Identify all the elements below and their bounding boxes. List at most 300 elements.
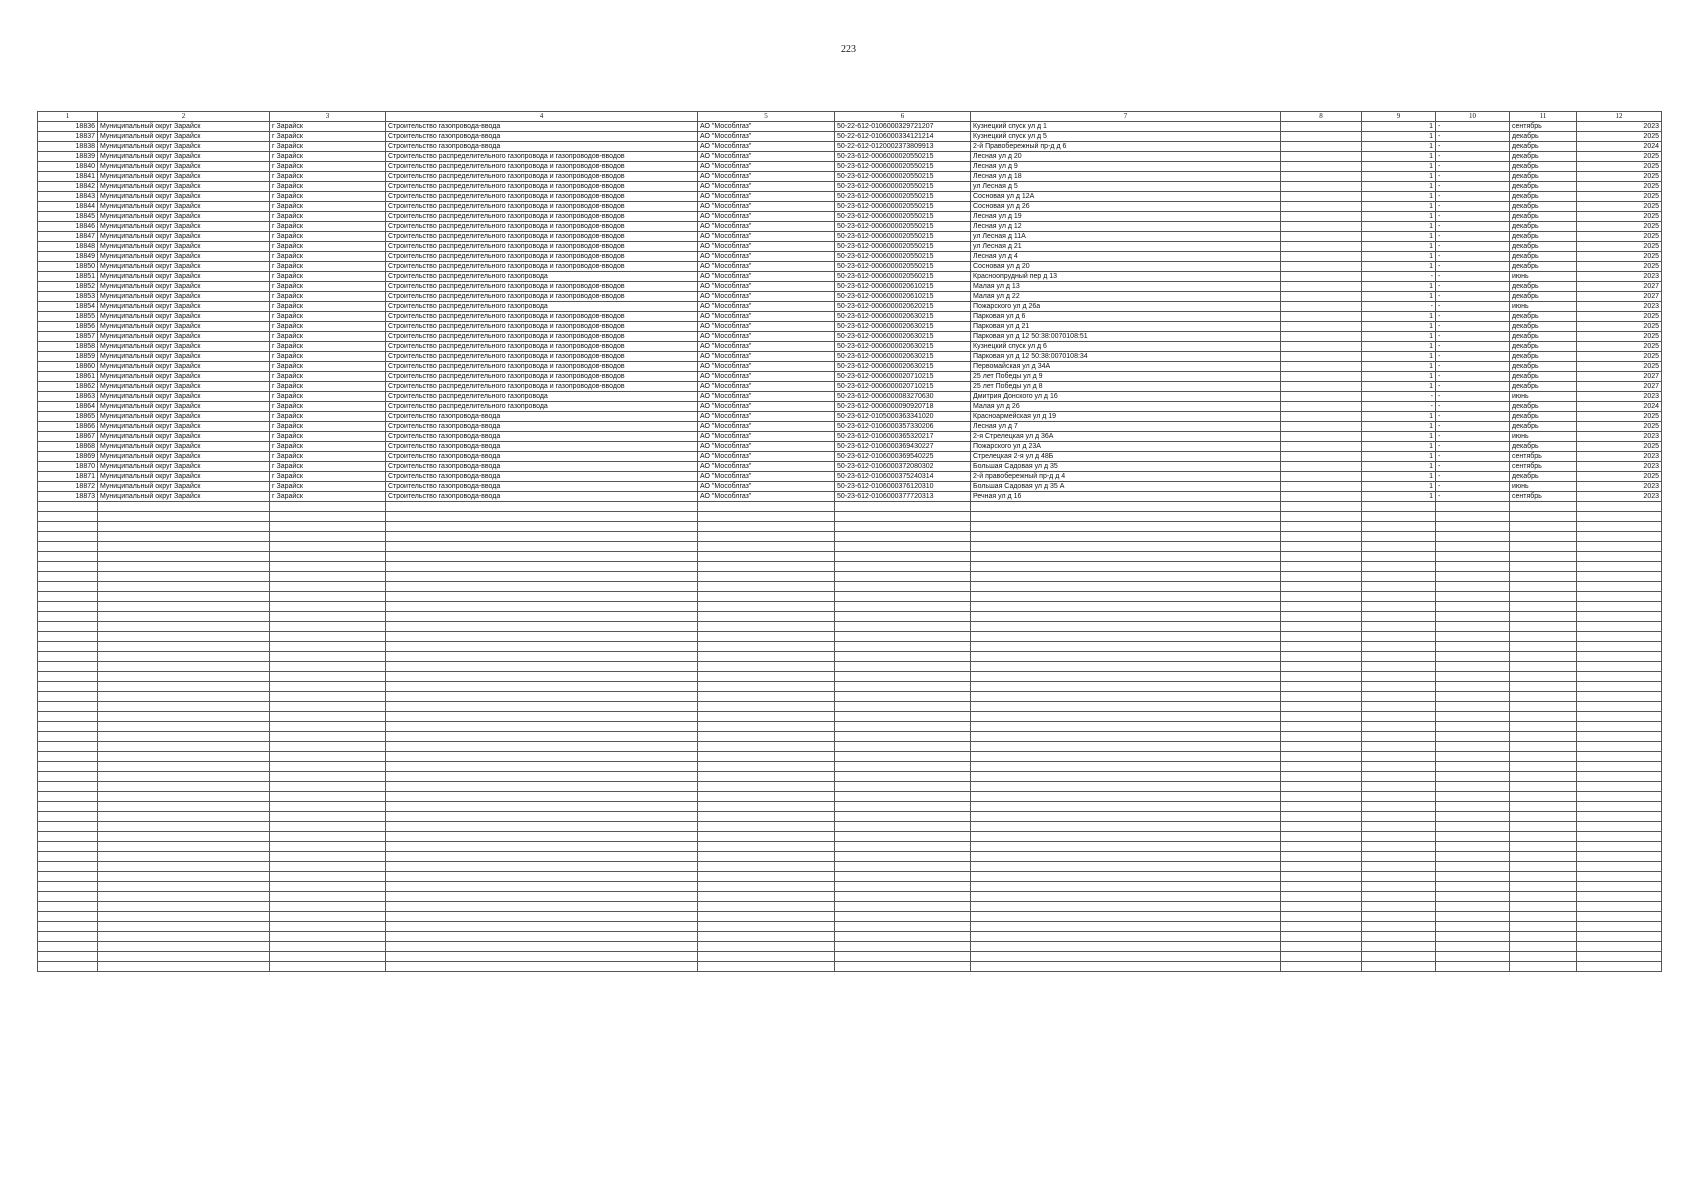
col-8-cell (1281, 272, 1362, 282)
locality-cell (270, 792, 386, 802)
col-10-cell (1436, 942, 1510, 952)
col-9-cell: 1 (1362, 212, 1436, 222)
address-cell (971, 872, 1281, 882)
year-cell (1577, 942, 1662, 952)
organization-cell: АО "Мособлгаз" (698, 162, 835, 172)
table-row-untranscribed (38, 562, 1662, 572)
address-cell (971, 612, 1281, 622)
municipality-cell (98, 702, 270, 712)
organization-cell (698, 712, 835, 722)
col-9-cell (1362, 762, 1436, 772)
work-type-cell (386, 652, 698, 662)
table-row-untranscribed (38, 932, 1662, 942)
object-code-cell (835, 522, 971, 532)
col-8-cell (1281, 512, 1362, 522)
organization-cell: АО "Мособлгаз" (698, 452, 835, 462)
year-cell: 2025 (1577, 222, 1662, 232)
month-cell: сентябрь (1510, 462, 1577, 472)
row-number-cell (38, 672, 98, 682)
address-cell (971, 652, 1281, 662)
organization-cell: АО "Мособлгаз" (698, 332, 835, 342)
col-8-cell (1281, 772, 1362, 782)
work-type-cell (386, 612, 698, 622)
address-cell: Первомайская ул д 34А (971, 362, 1281, 372)
table-row-untranscribed (38, 842, 1662, 852)
locality-cell: г Зарайск (270, 392, 386, 402)
object-code-cell (835, 512, 971, 522)
work-type-cell (386, 922, 698, 932)
year-cell (1577, 842, 1662, 852)
table-row (38, 152, 1662, 162)
object-code-cell (835, 632, 971, 642)
address-cell: 2-й Правобережный пр-д д 6 (971, 142, 1281, 152)
object-code-cell (835, 762, 971, 772)
work-type-cell: Строительство распределительного газопровода и газопроводов-вводов (386, 202, 698, 212)
col-10-cell: - (1436, 302, 1510, 312)
row-number-cell: 18850 (38, 262, 98, 272)
col-9-cell (1362, 552, 1436, 562)
work-type-cell: Строительство распределительного газопровода и газопроводов-вводов (386, 332, 698, 342)
row-number-cell (38, 802, 98, 812)
object-code-cell: 50-23-612-0006000020630215 (835, 312, 971, 322)
year-cell (1577, 862, 1662, 872)
municipality-cell: Муниципальный округ Зарайск (98, 362, 270, 372)
col-9-cell (1362, 912, 1436, 922)
month-cell (1510, 542, 1577, 552)
row-number-cell (38, 872, 98, 882)
col-9-cell: 1 (1362, 142, 1436, 152)
col-10-cell: - (1436, 482, 1510, 492)
row-number-cell: 18868 (38, 442, 98, 452)
table-row (38, 312, 1662, 322)
organization-cell (698, 732, 835, 742)
work-type-cell (386, 712, 698, 722)
month-cell (1510, 932, 1577, 942)
year-cell (1577, 802, 1662, 812)
municipality-cell: Муниципальный округ Зарайск (98, 372, 270, 382)
col-8-cell (1281, 822, 1362, 832)
year-cell: 2025 (1577, 212, 1662, 222)
month-cell: декабрь (1510, 382, 1577, 392)
month-cell (1510, 752, 1577, 762)
col-8-cell (1281, 902, 1362, 912)
month-cell (1510, 722, 1577, 732)
col-9-cell (1362, 822, 1436, 832)
col-9-cell: 1 (1362, 162, 1436, 172)
year-cell (1577, 582, 1662, 592)
address-cell (971, 852, 1281, 862)
object-code-cell (835, 682, 971, 692)
month-cell (1510, 582, 1577, 592)
col-8-cell (1281, 572, 1362, 582)
object-code-cell: 50-23-612-0006000020630215 (835, 342, 971, 352)
col-9-cell (1362, 752, 1436, 762)
address-cell: Малая ул д 13 (971, 282, 1281, 292)
col-9-cell (1362, 662, 1436, 672)
municipality-cell (98, 952, 270, 962)
object-code-cell: 50-22-612-0120002373809913 (835, 142, 971, 152)
year-cell (1577, 872, 1662, 882)
year-cell (1577, 612, 1662, 622)
organization-cell (698, 562, 835, 572)
row-number-cell: 18872 (38, 482, 98, 492)
municipality-cell (98, 932, 270, 942)
municipality-cell (98, 682, 270, 692)
row-number-cell (38, 662, 98, 672)
address-cell (971, 742, 1281, 752)
object-code-cell (835, 592, 971, 602)
year-cell: 2025 (1577, 262, 1662, 272)
address-cell: 25 лет Победы ул д 9 (971, 372, 1281, 382)
object-code-cell (835, 922, 971, 932)
table-row-untranscribed (38, 902, 1662, 912)
year-cell (1577, 782, 1662, 792)
table-row (38, 202, 1662, 212)
col-10-cell (1436, 592, 1510, 602)
month-cell (1510, 742, 1577, 752)
address-cell: Красноармейская ул д 19 (971, 412, 1281, 422)
organization-cell (698, 952, 835, 962)
address-cell: ул Лесная д 11А (971, 232, 1281, 242)
column-header: 8 (1281, 112, 1362, 122)
col-8-cell (1281, 682, 1362, 692)
municipality-cell (98, 832, 270, 842)
work-type-cell: Строительство распределительного газопровода (386, 302, 698, 312)
column-header: 1 (38, 112, 98, 122)
table-row-untranscribed (38, 632, 1662, 642)
col-8-cell (1281, 532, 1362, 542)
locality-cell (270, 672, 386, 682)
col-10-cell (1436, 822, 1510, 832)
work-type-cell: Строительство газопровода-ввода (386, 482, 698, 492)
row-number-cell: 18859 (38, 352, 98, 362)
organization-cell: АО "Мособлгаз" (698, 232, 835, 242)
locality-cell: г Зарайск (270, 222, 386, 232)
col-10-cell (1436, 892, 1510, 902)
organization-cell (698, 772, 835, 782)
col-10-cell: - (1436, 332, 1510, 342)
table-row-untranscribed (38, 812, 1662, 822)
work-type-cell (386, 742, 698, 752)
col-9-cell (1362, 902, 1436, 912)
table-row (38, 402, 1662, 412)
locality-cell (270, 702, 386, 712)
work-type-cell: Строительство газопровода-ввода (386, 462, 698, 472)
work-type-cell (386, 542, 698, 552)
work-type-cell (386, 822, 698, 832)
month-cell (1510, 762, 1577, 772)
work-type-cell (386, 802, 698, 812)
address-cell (971, 522, 1281, 532)
municipality-cell (98, 892, 270, 902)
object-code-cell: 50-23-612-0006000090920718 (835, 402, 971, 412)
object-code-cell (835, 692, 971, 702)
locality-cell (270, 602, 386, 612)
municipality-cell (98, 502, 270, 512)
table-row (38, 492, 1662, 502)
table-row (38, 302, 1662, 312)
table-row-untranscribed (38, 642, 1662, 652)
table-row (38, 342, 1662, 352)
year-cell: 2023 (1577, 272, 1662, 282)
municipality-cell (98, 922, 270, 932)
row-number-cell (38, 812, 98, 822)
locality-cell: г Зарайск (270, 192, 386, 202)
municipality-cell (98, 652, 270, 662)
organization-cell: АО "Мособлгаз" (698, 132, 835, 142)
work-type-cell (386, 562, 698, 572)
col-9-cell: 1 (1362, 242, 1436, 252)
locality-cell (270, 832, 386, 842)
row-number-cell (38, 512, 98, 522)
object-code-cell: 50-23-612-0006000020630215 (835, 332, 971, 342)
organization-cell (698, 532, 835, 542)
col-10-cell: - (1436, 402, 1510, 412)
table-body (38, 122, 1662, 972)
col-9-cell: 1 (1362, 442, 1436, 452)
organization-cell (698, 912, 835, 922)
address-cell (971, 962, 1281, 972)
row-number-cell: 18838 (38, 142, 98, 152)
row-number-cell (38, 962, 98, 972)
municipality-cell (98, 862, 270, 872)
col-9-cell: 1 (1362, 312, 1436, 322)
col-8-cell (1281, 242, 1362, 252)
object-code-cell (835, 842, 971, 852)
address-cell (971, 712, 1281, 722)
locality-cell (270, 892, 386, 902)
organization-cell (698, 522, 835, 532)
locality-cell: г Зарайск (270, 132, 386, 142)
year-cell: 2025 (1577, 332, 1662, 342)
address-cell (971, 512, 1281, 522)
locality-cell: г Зарайск (270, 422, 386, 432)
object-code-cell (835, 702, 971, 712)
table-row-untranscribed (38, 522, 1662, 532)
col-10-cell: - (1436, 232, 1510, 242)
col-9-cell: 1 (1362, 492, 1436, 502)
col-9-cell (1362, 582, 1436, 592)
municipality-cell: Муниципальный округ Зарайск (98, 212, 270, 222)
col-8-cell (1281, 862, 1362, 872)
locality-cell: г Зарайск (270, 382, 386, 392)
table-row-untranscribed (38, 732, 1662, 742)
month-cell: декабрь (1510, 192, 1577, 202)
address-cell (971, 662, 1281, 672)
col-8-cell (1281, 202, 1362, 212)
locality-cell (270, 932, 386, 942)
municipality-cell: Муниципальный округ Зарайск (98, 222, 270, 232)
locality-cell (270, 772, 386, 782)
organization-cell (698, 602, 835, 612)
address-cell: Красноопрудный пер д 13 (971, 272, 1281, 282)
address-cell: Большая Садовая ул д 35 А (971, 482, 1281, 492)
table-row-untranscribed (38, 882, 1662, 892)
municipality-cell (98, 732, 270, 742)
organization-cell (698, 672, 835, 682)
month-cell: декабрь (1510, 332, 1577, 342)
municipality-cell: Муниципальный округ Зарайск (98, 122, 270, 132)
organization-cell (698, 782, 835, 792)
row-number-cell: 18857 (38, 332, 98, 342)
col-8-cell (1281, 122, 1362, 132)
col-8-cell (1281, 722, 1362, 732)
month-cell (1510, 552, 1577, 562)
row-number-cell (38, 502, 98, 512)
locality-cell: г Зарайск (270, 212, 386, 222)
col-8-cell (1281, 262, 1362, 272)
year-cell: 2023 (1577, 302, 1662, 312)
year-cell (1577, 742, 1662, 752)
municipality-cell (98, 662, 270, 672)
object-code-cell (835, 732, 971, 742)
organization-cell (698, 802, 835, 812)
col-9-cell: 1 (1362, 262, 1436, 272)
year-cell: 2025 (1577, 362, 1662, 372)
work-type-cell (386, 902, 698, 912)
locality-cell (270, 502, 386, 512)
col-8-cell (1281, 462, 1362, 472)
year-cell (1577, 692, 1662, 702)
col-8-cell (1281, 582, 1362, 592)
row-number-cell: 18845 (38, 212, 98, 222)
work-type-cell: Строительство распределительного газопровода и газопроводов-вводов (386, 312, 698, 322)
organization-cell (698, 592, 835, 602)
month-cell (1510, 842, 1577, 852)
table-row-untranscribed (38, 652, 1662, 662)
work-type-cell (386, 592, 698, 602)
work-type-cell (386, 672, 698, 682)
object-code-cell (835, 852, 971, 862)
address-cell: Парковая ул д 6 (971, 312, 1281, 322)
year-cell: 2025 (1577, 132, 1662, 142)
address-cell (971, 902, 1281, 912)
col-8-cell (1281, 782, 1362, 792)
col-9-cell (1362, 692, 1436, 702)
object-code-cell: 50-23-612-0006000020550215 (835, 202, 971, 212)
address-cell (971, 922, 1281, 932)
col-8-cell (1281, 892, 1362, 902)
month-cell (1510, 682, 1577, 692)
col-8-cell (1281, 352, 1362, 362)
month-cell: июнь (1510, 392, 1577, 402)
col-10-cell: - (1436, 432, 1510, 442)
address-cell (971, 602, 1281, 612)
col-10-cell (1436, 812, 1510, 822)
table-row-untranscribed (38, 942, 1662, 952)
table-row (38, 182, 1662, 192)
col-10-cell (1436, 612, 1510, 622)
col-9-cell: 1 (1362, 482, 1436, 492)
col-10-cell: - (1436, 142, 1510, 152)
year-cell (1577, 572, 1662, 582)
work-type-cell: Строительство распределительного газопровода и газопроводов-вводов (386, 222, 698, 232)
table-row (38, 282, 1662, 292)
year-cell (1577, 882, 1662, 892)
col-9-cell (1362, 592, 1436, 602)
address-cell (971, 842, 1281, 852)
col-9-cell (1362, 882, 1436, 892)
month-cell (1510, 902, 1577, 912)
month-cell (1510, 702, 1577, 712)
municipality-cell: Муниципальный округ Зарайск (98, 192, 270, 202)
col-9-cell: 1 (1362, 222, 1436, 232)
col-10-cell: - (1436, 472, 1510, 482)
address-cell: Лесная ул д 12 (971, 222, 1281, 232)
col-8-cell (1281, 312, 1362, 322)
col-8-cell (1281, 762, 1362, 772)
year-cell (1577, 832, 1662, 842)
col-9-cell: 1 (1362, 232, 1436, 242)
organization-cell (698, 832, 835, 842)
year-cell: 2025 (1577, 322, 1662, 332)
organization-cell: АО "Мособлгаз" (698, 392, 835, 402)
address-cell: Парковая ул д 12 50:38:0070108:34 (971, 352, 1281, 362)
address-cell (971, 792, 1281, 802)
object-code-cell: 50-23-612-0006000020550215 (835, 182, 971, 192)
address-cell: Большая Садовая ул д 35 (971, 462, 1281, 472)
address-cell (971, 542, 1281, 552)
month-cell: декабрь (1510, 402, 1577, 412)
col-9-cell: 1 (1362, 182, 1436, 192)
municipality-cell (98, 942, 270, 952)
work-type-cell (386, 532, 698, 542)
address-cell: 2-й правобережный пр-д д 4 (971, 472, 1281, 482)
table-row-untranscribed (38, 662, 1662, 672)
locality-cell: г Зарайск (270, 452, 386, 462)
row-number-cell: 18839 (38, 152, 98, 162)
col-10-cell (1436, 632, 1510, 642)
row-number-cell (38, 952, 98, 962)
work-type-cell: Строительство распределительного газопровода и газопроводов-вводов (386, 252, 698, 262)
row-number-cell: 18852 (38, 282, 98, 292)
row-number-cell (38, 622, 98, 632)
municipality-cell (98, 712, 270, 722)
work-type-cell: Строительство распределительного газопровода и газопроводов-вводов (386, 382, 698, 392)
col-8-cell (1281, 632, 1362, 642)
col-8-cell (1281, 742, 1362, 752)
locality-cell (270, 542, 386, 552)
col-9-cell: 1 (1362, 172, 1436, 182)
row-number-cell: 18846 (38, 222, 98, 232)
locality-cell (270, 662, 386, 672)
col-8-cell (1281, 482, 1362, 492)
row-number-cell (38, 572, 98, 582)
year-cell (1577, 952, 1662, 962)
table-row (38, 142, 1662, 152)
col-9-cell (1362, 962, 1436, 972)
organization-cell: АО "Мособлгаз" (698, 322, 835, 332)
year-cell: 2023 (1577, 392, 1662, 402)
month-cell: декабрь (1510, 222, 1577, 232)
address-cell: 25 лет Победы ул д 8 (971, 382, 1281, 392)
col-9-cell: 1 (1362, 412, 1436, 422)
municipality-cell (98, 782, 270, 792)
month-cell (1510, 732, 1577, 742)
col-9-cell (1362, 702, 1436, 712)
work-type-cell: Строительство распределительного газопровода и газопроводов-вводов (386, 352, 698, 362)
organization-cell: АО "Мособлгаз" (698, 472, 835, 482)
row-number-cell (38, 542, 98, 552)
month-cell (1510, 692, 1577, 702)
locality-cell: г Зарайск (270, 482, 386, 492)
municipality-cell: Муниципальный округ Зарайск (98, 432, 270, 442)
address-cell (971, 882, 1281, 892)
col-8-cell (1281, 322, 1362, 332)
address-cell: Пожарского ул д 26а (971, 302, 1281, 312)
row-number-cell: 18853 (38, 292, 98, 302)
month-cell (1510, 592, 1577, 602)
